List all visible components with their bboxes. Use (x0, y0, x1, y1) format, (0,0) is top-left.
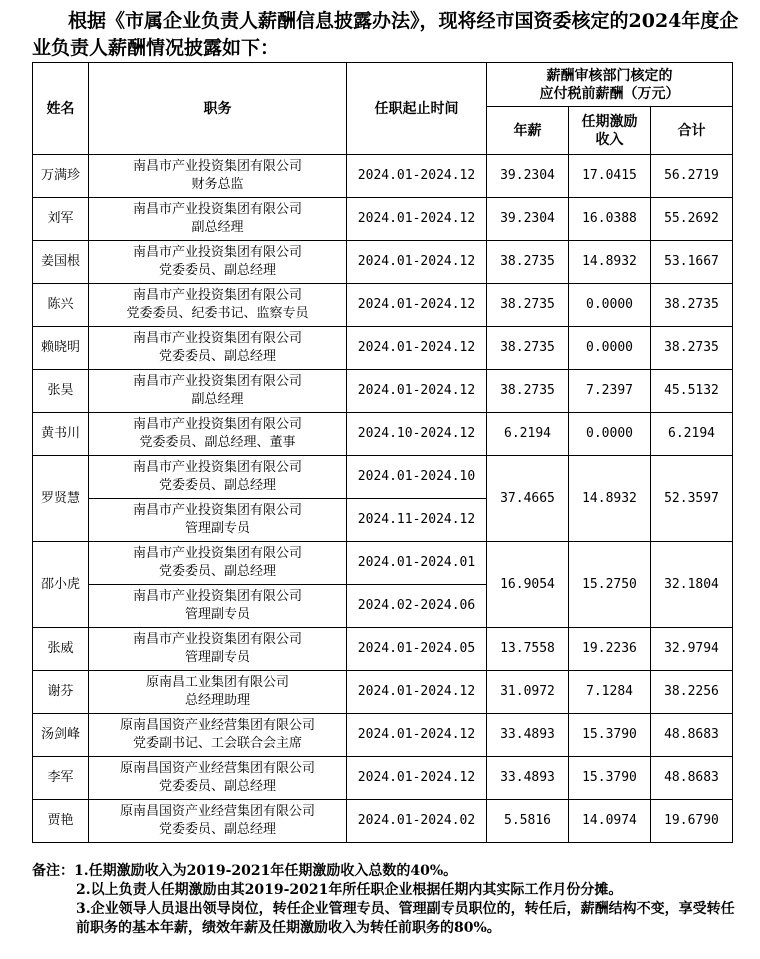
cell-incentive: 7.1284 (569, 671, 651, 714)
cell-incentive: 14.0974 (569, 800, 651, 843)
salary-table (32, 62, 733, 843)
table-row (33, 370, 733, 413)
table-row (33, 456, 733, 499)
cell-total: 38.2256 (651, 671, 733, 714)
table-row (33, 155, 733, 198)
cell-incentive: 0.0000 (569, 413, 651, 456)
cell-position (89, 757, 347, 800)
cell-name: 张昊 (33, 370, 89, 413)
cell-total: 19.6790 (651, 800, 733, 843)
cell-term: 2024.01-2024.12 (347, 241, 487, 284)
cell-name: 刘军 (33, 198, 89, 241)
cell-role: 副总经理 (191, 220, 244, 235)
header-incentive-line1: 任期激励 (581, 113, 638, 130)
cell-term: 2024.01-2024.12 (347, 671, 487, 714)
table-row (33, 800, 733, 843)
table-row (33, 198, 733, 241)
cell-role: 党委委员、副总经理 (158, 564, 276, 579)
cell-total: 48.8683 (651, 714, 733, 757)
cell-name: 万满珍 (33, 155, 89, 198)
cell-role: 管理副专员 (184, 650, 250, 665)
cell-org: 南昌市产业投资集团有限公司 (132, 202, 302, 217)
cell-name: 张威 (33, 628, 89, 671)
cell-annual: 38.2735 (487, 241, 569, 284)
table-row (33, 542, 733, 585)
cell-annual: 6.2194 (487, 413, 569, 456)
cell-name: 汤剑峰 (33, 714, 89, 757)
note-2: 2.以上负责人任期激励由其2019-2021年所任职企业根据任期内其实际工作月份分摊。 (76, 882, 623, 898)
header-pay-group-line1: 薪酬审核部门核定的 (546, 67, 673, 84)
cell-org: 南昌市产业投资集团有限公司 (132, 245, 302, 260)
cell-position (89, 800, 347, 843)
cell-annual: 37.4665 (487, 456, 569, 542)
cell-annual: 38.2735 (487, 327, 569, 370)
cell-name: 姜国根 (33, 241, 89, 284)
intro-paragraph: 根据《市属企业负责人薪酬信息披露办法》，现将经市国资委核定的2024年度企业负责人薪酬情况披露如下： (32, 10, 739, 59)
cell-name: 赖晓明 (33, 327, 89, 370)
header-term: 任职起止时间 (347, 63, 487, 155)
table-row (33, 327, 733, 370)
cell-org: 南昌市产业投资集团有限公司 (132, 331, 302, 346)
cell-term: 2024.11-2024.12 (347, 499, 487, 542)
cell-role: 财务总监 (191, 177, 244, 192)
cell-org: 南昌市产业投资集团有限公司 (132, 503, 302, 518)
cell-name: 李军 (33, 757, 89, 800)
cell-position (89, 671, 347, 714)
cell-term: 2024.01-2024.12 (347, 198, 487, 241)
note-3: 3.企业领导人员退出领导岗位，转任企业管理专员、管理副专员职位的，转任后，薪酬结构不变，享受转任前职务的基本年薪，绩效年薪及任期激励收入为转任前职务的80%。 (76, 901, 735, 936)
cell-org: 原南昌工业集团有限公司 (145, 675, 289, 690)
cell-total: 45.5132 (651, 370, 733, 413)
cell-incentive: 16.0388 (569, 198, 651, 241)
cell-position (89, 542, 347, 585)
cell-role: 总经理助理 (184, 693, 250, 708)
cell-org: 南昌市产业投资集团有限公司 (132, 159, 302, 174)
cell-incentive: 7.2397 (569, 370, 651, 413)
cell-total: 38.2735 (651, 284, 733, 327)
cell-name: 邵小虎 (33, 542, 89, 628)
cell-annual: 39.2304 (487, 155, 569, 198)
cell-name: 谢芬 (33, 671, 89, 714)
cell-annual: 31.0972 (487, 671, 569, 714)
cell-position (89, 370, 347, 413)
cell-term: 2024.02-2024.06 (347, 585, 487, 628)
cell-incentive: 17.0415 (569, 155, 651, 198)
cell-org: 南昌市产业投资集团有限公司 (132, 288, 302, 303)
cell-incentive: 15.3790 (569, 714, 651, 757)
cell-position (89, 628, 347, 671)
cell-org: 南昌市产业投资集团有限公司 (132, 417, 302, 432)
cell-total: 52.3597 (651, 456, 733, 542)
cell-total: 6.2194 (651, 413, 733, 456)
cell-incentive: 15.2750 (569, 542, 651, 628)
cell-role: 党委委员、副总经理 (158, 349, 276, 364)
cell-annual: 5.5816 (487, 800, 569, 843)
table-row (33, 671, 733, 714)
cell-name: 陈兴 (33, 284, 89, 327)
cell-position (89, 499, 347, 542)
cell-term: 2024.10-2024.12 (347, 413, 487, 456)
cell-annual: 33.4893 (487, 757, 569, 800)
cell-term: 2024.01-2024.12 (347, 757, 487, 800)
cell-role: 党委委员、副总经理 (158, 478, 276, 493)
header-total: 合计 (651, 107, 733, 155)
header-annual: 年薪 (487, 107, 569, 155)
header-position: 职务 (89, 63, 347, 155)
cell-org: 南昌市产业投资集团有限公司 (132, 589, 302, 604)
cell-org: 原南昌国资产业经营集团有限公司 (119, 804, 315, 819)
cell-term: 2024.01-2024.12 (347, 370, 487, 413)
cell-annual: 13.7558 (487, 628, 569, 671)
cell-total: 56.2719 (651, 155, 733, 198)
cell-incentive: 14.8932 (569, 456, 651, 542)
cell-term: 2024.01-2024.12 (347, 155, 487, 198)
cell-position (89, 155, 347, 198)
cell-org: 南昌市产业投资集团有限公司 (132, 546, 302, 561)
cell-role: 党委委员、副总经理、董事 (139, 435, 296, 450)
cell-incentive: 0.0000 (569, 327, 651, 370)
cell-name: 黄书川 (33, 413, 89, 456)
cell-role: 管理副专员 (184, 607, 250, 622)
cell-position (89, 198, 347, 241)
cell-total: 53.1667 (651, 241, 733, 284)
table-row (33, 757, 733, 800)
header-incentive-line2: 收入 (595, 131, 624, 148)
cell-total: 32.9794 (651, 628, 733, 671)
cell-position (89, 456, 347, 499)
cell-total: 48.8683 (651, 757, 733, 800)
cell-org: 南昌市产业投资集团有限公司 (132, 374, 302, 389)
cell-position (89, 714, 347, 757)
cell-annual: 39.2304 (487, 198, 569, 241)
cell-role: 党委委员、纪委书记、监察专员 (126, 306, 309, 321)
table-row (33, 714, 733, 757)
cell-term: 2024.01-2024.05 (347, 628, 487, 671)
cell-position (89, 413, 347, 456)
cell-term: 2024.01-2024.01 (347, 542, 487, 585)
header-pay-group (487, 63, 733, 107)
cell-incentive: 0.0000 (569, 284, 651, 327)
cell-role: 副总经理 (191, 392, 244, 407)
cell-org: 南昌市产业投资集团有限公司 (132, 632, 302, 647)
cell-total: 38.2735 (651, 327, 733, 370)
cell-term: 2024.01-2024.12 (347, 714, 487, 757)
cell-position (89, 327, 347, 370)
cell-role: 党委委员、副总经理 (158, 822, 276, 837)
cell-term: 2024.01-2024.12 (347, 284, 487, 327)
table-row (33, 628, 733, 671)
cell-annual: 38.2735 (487, 284, 569, 327)
cell-role: 党委委员、副总经理 (158, 263, 276, 278)
cell-name: 贾艳 (33, 800, 89, 843)
cell-role: 党委委员、副总经理 (158, 779, 276, 794)
cell-org: 原南昌国资产业经营集团有限公司 (119, 761, 315, 776)
cell-annual: 33.4893 (487, 714, 569, 757)
table-row (33, 241, 733, 284)
cell-org: 南昌市产业投资集团有限公司 (132, 460, 302, 475)
cell-role: 管理副专员 (184, 521, 250, 536)
cell-org: 原南昌国资产业经营集团有限公司 (119, 718, 315, 733)
cell-annual: 38.2735 (487, 370, 569, 413)
table-row (33, 284, 733, 327)
cell-incentive: 14.8932 (569, 241, 651, 284)
cell-term: 2024.01-2024.02 (347, 800, 487, 843)
cell-term: 2024.01-2024.10 (347, 456, 487, 499)
cell-term: 2024.01-2024.12 (347, 327, 487, 370)
header-incentive (569, 107, 651, 155)
table-row (33, 413, 733, 456)
cell-position (89, 585, 347, 628)
cell-incentive: 15.3790 (569, 757, 651, 800)
header-name: 姓名 (33, 63, 89, 155)
cell-role: 党委副书记、工会联合会主席 (132, 736, 302, 751)
cell-position (89, 241, 347, 284)
cell-annual: 16.9054 (487, 542, 569, 628)
cell-total: 32.1804 (651, 542, 733, 628)
cell-name: 罗贤慧 (33, 456, 89, 542)
header-pay-group-line2: 应付税前薪酬（万元） (539, 85, 680, 102)
notes (32, 862, 744, 938)
cell-incentive: 19.2236 (569, 628, 651, 671)
cell-position (89, 284, 347, 327)
note-1: 备注：1.任期激励收入为2019-2021年任期激励收入总数的40%。 (32, 863, 458, 879)
cell-total: 55.2692 (651, 198, 733, 241)
